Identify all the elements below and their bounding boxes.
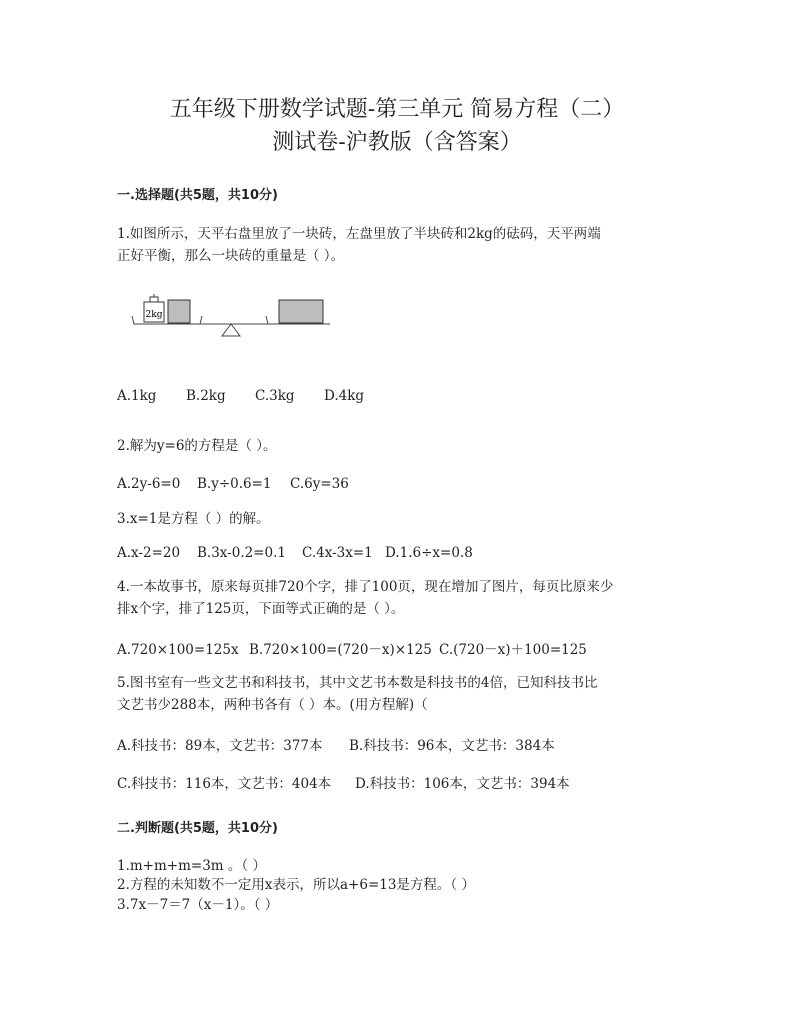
option-a: A.科技书：89本，文艺书：377本 bbox=[117, 738, 323, 754]
judgment-3: 3.7x－7＝7（x－1）。（ ） bbox=[117, 897, 279, 913]
question-1-line1: 1.如图所示，天平右盘里放了一块砖，左盘里放了半块砖和2kg的砝码，天平两端 bbox=[117, 226, 601, 242]
full-brick bbox=[279, 300, 323, 323]
option-c: C.4x-3x=1 bbox=[302, 545, 373, 561]
section-heading-judgment: 二.判断题(共5题，共10分) bbox=[117, 821, 278, 836]
judgment-2: 2.方程的未知数不一定用x表示，所以a+6=13是方程。（ ） bbox=[117, 877, 475, 893]
question-5-line1: 5.图书室有一些文艺书和科技书，其中文艺书本数是科技书的4倍，已知科技书比 bbox=[117, 675, 598, 691]
question-2-options bbox=[117, 476, 349, 492]
question-4-options bbox=[117, 638, 587, 658]
question-1-options bbox=[117, 388, 364, 404]
option-c: C.(720－x)＋100=125 bbox=[439, 642, 587, 658]
option-a: A.720×100=125x bbox=[117, 642, 239, 658]
question-5-options-row2 bbox=[117, 772, 570, 792]
question-3-options bbox=[117, 545, 473, 561]
balance-scale-diagram bbox=[130, 292, 330, 350]
option-c: C.3kg bbox=[255, 388, 295, 404]
balance-pivot bbox=[222, 324, 240, 336]
question-4-line1: 4.一本故事书，原来每页排720个字，排了100页，现在增加了图片，每页比原来少 bbox=[117, 579, 614, 595]
option-a: A.x-2=20 bbox=[117, 545, 181, 561]
option-d: D.4kg bbox=[324, 388, 365, 404]
question-4-line2: 排x个字，排了125页，下面等式正确的是（ ）。 bbox=[117, 601, 405, 617]
judgment-1: 1.m+m+m=3m 。（ ） bbox=[117, 858, 266, 874]
option-c: C.科技书：116本，文艺书：404本 bbox=[117, 776, 332, 792]
left-pan bbox=[132, 316, 202, 324]
page-title-line1: 五年级下册数学试题-第三单元 简易方程（二） bbox=[169, 97, 625, 122]
option-c: C.6y=36 bbox=[290, 476, 349, 492]
question-1-line2: 正好平衡，那么一块砖的重量是（ ）。 bbox=[117, 248, 345, 264]
option-b: B.720×100=(720－x)×125 bbox=[249, 642, 432, 658]
page-title-line2: 测试卷-沪教版（含答案） bbox=[272, 130, 522, 155]
weight-label: 2kg bbox=[145, 310, 163, 320]
weight-handle bbox=[150, 297, 158, 302]
question-5-line2: 文艺书少288本，两种书各有（ ）本。(用方程解)（ bbox=[117, 697, 428, 713]
option-d: D.科技书：106本，文艺书：394本 bbox=[355, 776, 570, 792]
question-5-options-row1 bbox=[117, 734, 555, 754]
question-3-text: 3.x=1是方程（ ）的解。 bbox=[117, 511, 270, 527]
option-d: D.1.6÷x=0.8 bbox=[385, 545, 473, 561]
option-b: B.2kg bbox=[186, 388, 226, 404]
option-b: B.y÷0.6=1 bbox=[197, 476, 272, 492]
option-b: B.3x-0.2=0.1 bbox=[197, 545, 286, 561]
option-a: A.2y-6=0 bbox=[117, 476, 181, 492]
section-heading-choice: 一.选择题(共5题，共10分) bbox=[117, 188, 278, 203]
half-brick bbox=[168, 300, 190, 323]
option-b: B.科技书：96本，文艺书：384本 bbox=[349, 738, 555, 754]
option-a: A.1kg bbox=[117, 388, 157, 404]
question-2-text: 2.解为y=6的方程是（ ）。 bbox=[117, 438, 277, 454]
